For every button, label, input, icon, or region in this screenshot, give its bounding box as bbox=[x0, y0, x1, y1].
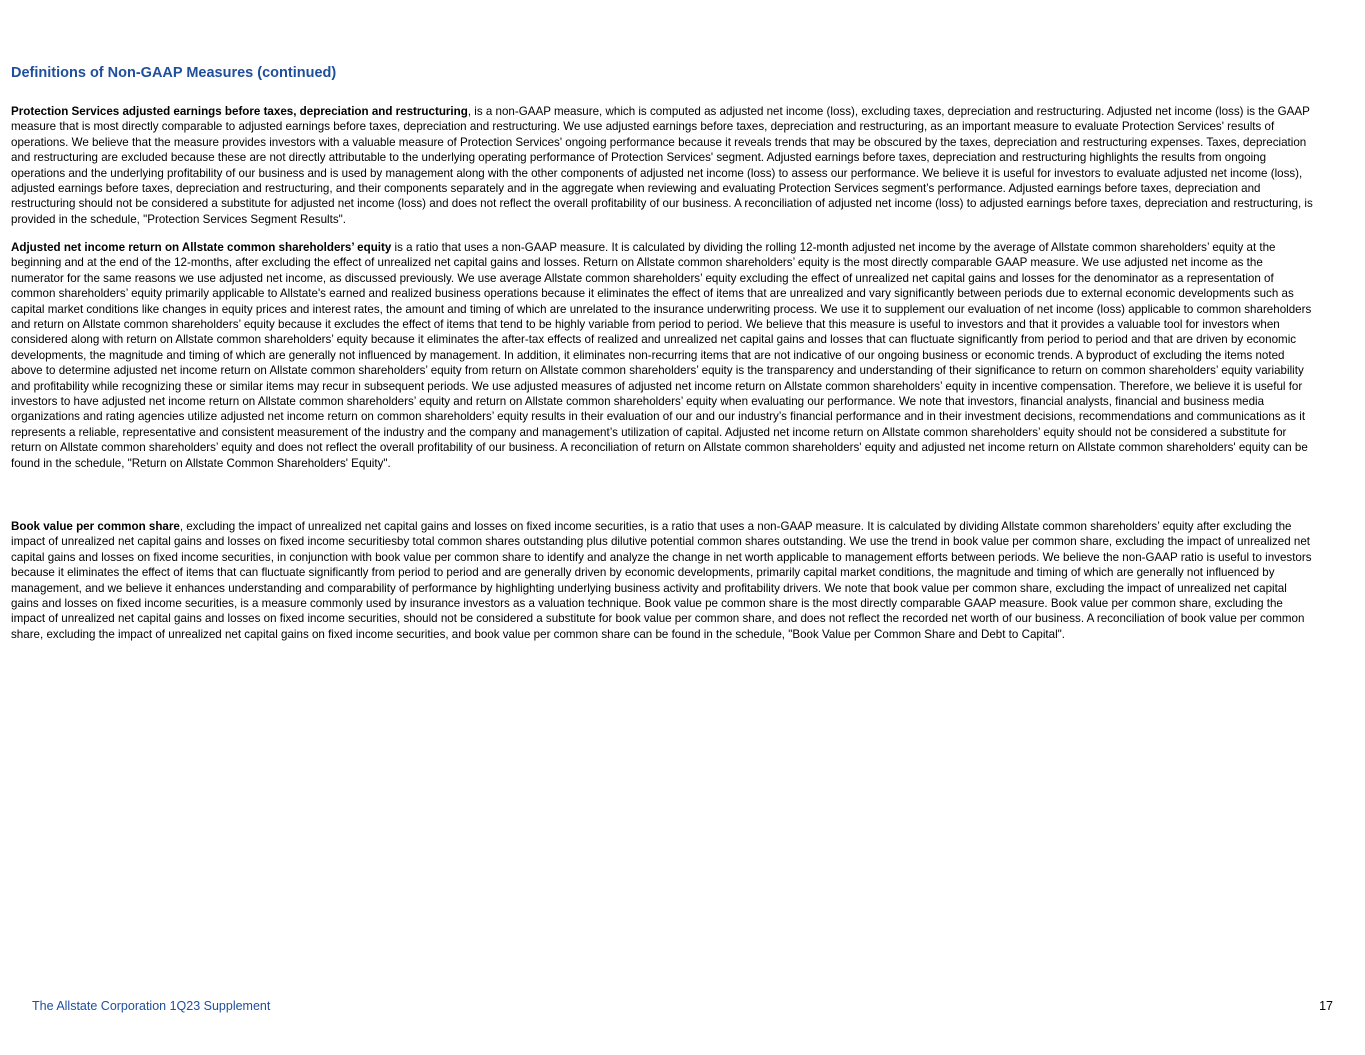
page-title: Definitions of Non-GAAP Measures (continued) bbox=[11, 65, 337, 81]
adjusted-roe-definition bbox=[11, 240, 1317, 471]
definition-body: , excluding the impact of unrealized net capital gains and losses on fixed income securities, is a ratio that uses a non-GAAP measure. It is calculated by dividing Allstate common shareholders’ equity after excluding the impact of unrealized net capital gains and losses on fixed income securitiesby total common shares outstanding plus dilutive potential common shares outstanding. We use the trend in book value per common share, excluding the impact of unrealized net capital gains and losses on fixed income securities, in conjunction with book value per common share to identify and analyze the change in net worth applicable to management efforts between periods. We believe the non-GAAP ratio is useful to investors because it eliminates the effect of items that can fluctuate significantly from period to period and are generally driven by economic developments, primarily capital market conditions, the magnitude and timing of which are generally not influenced by management, and we believe it enhances understanding and comparability of performance by highlighting underlying business activity and profitability drivers. We note that book value per common share, excluding the impact of unrealized net capital gains and losses on fixed income securities, is a measure commonly used by insurance investors as a valuation technique. Book value pe common share is the most directly comparable GAAP measure. Book value per common share, excluding the impact of unrealized net capital gains and losses on fixed income securities, should not be considered a substitute for book value per common share, and does not reflect the recorded net worth of our business. A reconciliation of book value per common share, excluding the impact of unrealized net capital gains on fixed income securities, and book value per common share can be found in the schedule, "Book Value per Common Share and Debt to Capital". bbox=[11, 520, 1312, 641]
page-number: 17 bbox=[1319, 999, 1333, 1013]
footer-document-title: The Allstate Corporation 1Q23 Supplement bbox=[32, 999, 271, 1013]
definition-body: is a ratio that uses a non-GAAP measure. It is calculated by dividing the rolling 12-month adjusted net income by the average of Allstate common shareholders’ equity at the beginning and at the end of the 12-months, after excluding the effect of unrealized net capital gains and losses. Return on Allstate common shareholders’ equity is the most directly comparable GAAP measure. We use adjusted net income as the numerator for the same reasons we use adjusted net income, as discussed previously. We use average Allstate common shareholders’ equity excluding the effect of unrealized net capital gains and losses for the denominator as a representation of common shareholders’ equity primarily applicable to Allstate's earned and realized business operations because it eliminates the effect of items that are unrealized and vary significantly between periods due to external economic developments such as capital market conditions like changes in equity prices and interest rates, the amount and timing of which are unrelated to the insurance underwriting process. We use it to supplement our evaluation of net income (loss) applicable to common shareholders and return on Allstate common shareholders’ equity because it excludes the effect of items that tend to be highly variable from period to period. We believe that this measure is useful to investors and that it provides a valuable tool for investors when considered along with return on Allstate common shareholders’ equity because it eliminates the after-tax effects of realized and unrealized net capital gains and losses that can fluctuate significantly from period to period and that are driven by economic developments, the magnitude and timing of which are generally not influenced by management. In addition, it eliminates non-recurring items that are not indicative of our ongoing business or economic trends. A byproduct of excluding the items noted above to determine adjusted net income return on Allstate common shareholders’ equity from return on Allstate common shareholders’ equity is the transparency and understanding of their significance to return on common shareholders’ equity variability and profitability while recognizing these or similar items may recur in subsequent periods. We use adjusted measures of adjusted net income return on Allstate common shareholders’ equity in incentive compensation. Therefore, we believe it is useful for investors to have adjusted net income return on Allstate common shareholders’ equity and return on Allstate common shareholders’ equity when evaluating our performance. We note that investors, financial analysts, financial and business media organizations and rating agencies utilize adjusted net income return on common shareholders’ equity results in their evaluation of our and our industry’s financial performance and in their investment decisions, recommendations and communications as it represents a reliable, representative and consistent measurement of the industry and the company and management’s utilization of capital. Adjusted net income return on Allstate common shareholders’ equity should not be considered a substitute for return on Allstate common shareholders’ equity and does not reflect the overall profitability of our business. A reconciliation of return on Allstate common shareholders' equity and adjusted net income return on Allstate common shareholders' equity can be found in the schedule, "Return on Allstate Common Shareholders' Equity". bbox=[11, 241, 1312, 470]
protection-services-definition bbox=[11, 104, 1317, 227]
book-value-definition bbox=[11, 519, 1317, 642]
definition-term: Book value per common share bbox=[11, 520, 180, 533]
definition-term: Protection Services adjusted earnings before taxes, depreciation and restructuring bbox=[11, 105, 468, 118]
definition-body: , is a non-GAAP measure, which is computed as adjusted net income (loss), excluding taxes, depreciation and restructuring. Adjusted net income (loss) is the GAAP measure that is most directly comparable to adjusted earnings before taxes, depreciation and restructuring. We use adjusted earnings before taxes, depreciation and restructuring, as an important measure to evaluate Protection Services' results of operations. We believe that the measure provides investors with a valuable measure of Protection Services' ongoing performance because it reveals trends that may be obscured by the taxes, depreciation and restructuring expenses. Taxes, depreciation and restructuring are excluded because these are not directly attributable to the underlying operating performance of Protection Services' segment. Adjusted earnings before taxes, depreciation and restructuring highlights the results from ongoing operations and the underlying profitability of our business and is used by management along with the other components of adjusted net income (loss) to assess our performance. We believe it is useful for investors to evaluate adjusted net income (loss), adjusted earnings before taxes, depreciation and restructuring, and their components separately and in the aggregate when reviewing and evaluating Protection Services segment’s performance. Adjusted earnings before taxes, depreciation and restructuring should not be considered a substitute for adjusted net income (loss) and does not reflect the overall profitability of our business. A reconciliation of adjusted net income (loss) to adjusted earnings before taxes, depreciation and restructuring, is provided in the schedule, "Protection Services Segment Results". bbox=[11, 105, 1313, 226]
definition-term: Adjusted net income return on Allstate common shareholders’ equity bbox=[11, 241, 392, 254]
